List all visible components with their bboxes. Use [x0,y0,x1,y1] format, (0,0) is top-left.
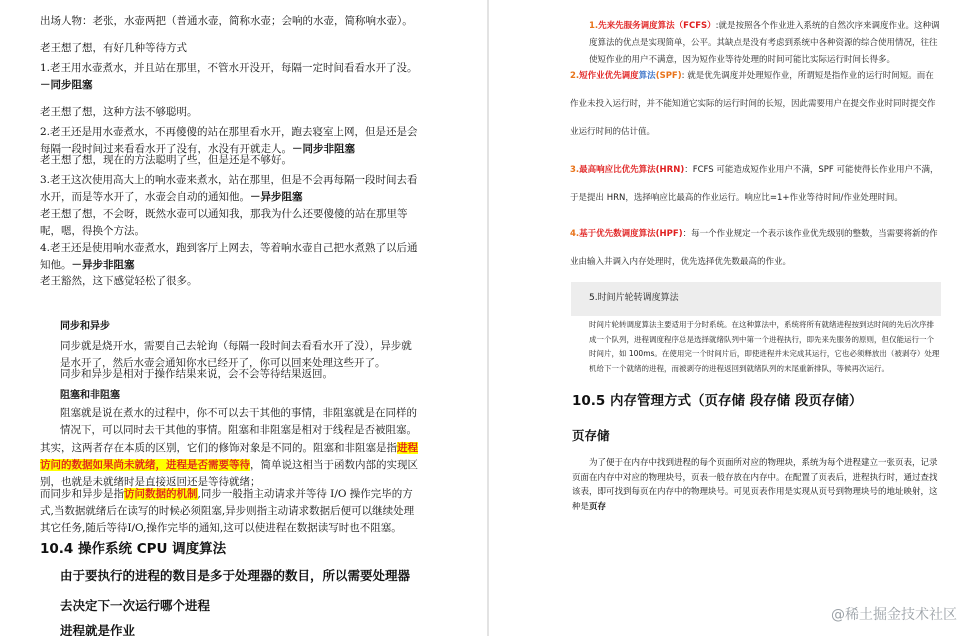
conclusion-line: 老王豁然，这下感觉轻松了很多。 [40,275,198,287]
method-1: 1.老王用水壶煮水，并且站在那里，不管水开没开，每隔一定时间看看水开了没。－同步阻塞 [40,62,418,91]
algo-spf: 2.短作业优先调度算法(SPF): 就是优先调度并处理短作业，所谓短是指作业的运行时间短。而在作业未投入运行时，并不能知道它实际的运行时间的长短，因此需要用户在提交作业时同时提交作业运行时间的估计值。 [570,71,936,137]
algo-rr-text: 时间片轮转调度算法主要适用于分时系统。在这种算法中，系统将所有就绪进程按到达时间的先后次序排成一个队列，进程调度程序总是选择就绪队列中第一个进程执行，即先来先服务的原则，但仅能运行一个时间片，如 100ms。在使用完一个时间片后，即使进程并未完成其运行，它也必须释放出（被剥夺）处理机给下一个就绪的进程，而被剥夺的进程返回到就绪队列的末尾重新排队，等候再次运行。 [589,320,940,373]
difference-paragraph: 其实，这两者存在本质的区别，它们的修饰对象是不同的。阻塞和非阻塞是指进程访问的数据如果尚未就绪，进程是否需要等待，简单说这相当于函数内部的实现区别，也就是未就绪时是直接返回还是等待就绪； [40,442,418,488]
site-watermark: @稀土掘金技术社区 [831,607,957,623]
comment-3: 老王想了想，不会呀，既然水壶可以通知我，那我为什么还要傻傻的站在那里等呢，嗯，得换个方法。 [40,208,408,237]
method-4: 4.老王还是使用响水壶煮水，跑到客厅上网去，等着响水壶自己把水煮熟了以后通知他。－异步非阻塞 [40,242,418,271]
right-page [492,0,971,636]
block-paragraph: 阻塞就是说在煮水的过程中，你不可以去干其他的事情，非阻塞就是在同样的情况下，可以同时去干其他的事情。阻塞和非阻塞是相对于线程是否被阻塞。 [60,407,417,436]
page-storage-paragraph: 为了便于在内存中找到进程的每个页面所对应的物理块，系统为每个进程建立一张页表，记录页面在内存中对应的物理块号，页表一般存放在内存中。在配置了页表后，进程执行时，通过查找该表，即可找到每页在内存中的物理块号。可见页表作用是实现从页号到物理块号的地址映射，这种是页存 [572,458,938,512]
intro-line: 老王想了想，有好几种等待方式 [40,42,187,54]
block-title: 阻塞和非阻塞 [60,390,120,401]
sync-async-paragraph: 而同步和异步是指访问数据的机制,同步一般指主动请求并等待 I/O 操作完毕的方式,当数据就绪后在读写的时候必须阻塞,异步则指主动请求数据后便可以继续处理其它任务,随后等待I/O,操作完毕的通知,这可以使进程在数据读写时也不阻塞。 [40,488,415,534]
algo-hrn: 3.最高响应比优先算法(HRN)：FCFS 可能造成短作业用户不满，SPF 可能使得长作业用户不满，于是提出 HRN，选择响应比最高的作业运行。响应比=1+作业等待时间/作业处理时间。 [570,165,939,203]
cpu-note: 进程就是作业 [60,623,136,636]
comment-1: 老王想了想，这种方法不够聪明。 [40,106,198,118]
sync-paragraph-1: 同步就是烧开水，需要自己去轮询（每隔一段时间去看看水开了没），异步就是水开了，然后水壶会通知你水已经开了，你可以回来处理这些开了。 [60,340,412,369]
method-3: 3.老王这次使用高大上的响水壶来煮水，站在那里，但是不会再每隔一段时间去看水开，而是等水开了，水壶会自动的通知他。－异步阻塞 [40,174,418,203]
section-heading-memory: 10.5 内存管理方式（页存储 段存储 段页存储） [572,393,863,409]
comment-2: 老王想了想，现在的方法聪明了些，但是还是不够好。 [40,154,292,166]
algo-rr-title: 5.时间片轮转调度算法 [589,293,679,303]
left-page [0,0,484,636]
sync-title: 同步和异步 [60,321,110,332]
cpu-intro-paragraph: 由于要执行的进程的数目是多于处理器的数目，所以需要处理器去决定下一次运行哪个进程 [60,568,411,613]
method-2: 2.老王还是用水壶煮水，不再傻傻的站在那里看水开，跑去寝室上网，但是还是会每隔一段时间过来看看水开了没有，水没有开就走人。－同步非阻塞 [40,126,418,155]
algo-hpf: 4.基于优先数调度算法(HPF)：每一个作业规定一个表示该作业优先级别的整数，当需要将新的作业由输入井调入内存处理时，优先选择优先数最高的作业。 [570,229,938,267]
sync-paragraph-2: 同步和异步是相对于操作结果来说，会不会等待结果返回。 [60,368,333,380]
section-heading-cpu: 10.4 操作系统 CPU 调度算法 [40,541,227,557]
algo-fcfs: 1.先来先服务调度算法（FCFS）:就是按照各个作业进入系统的自然次序来调度作业。这种调度算法的优点是实现简单，公平。其缺点是没有考虑到系统中各种资源的综合使用情况，往往使短作业的用户不满意，因为短作业等待处理的时间可能比实际运行时间长得多。 [589,21,940,65]
cast-line: 出场人物：老张，水壶两把（普通水壶，简称水壶；会响的水壶，简称响水壶）。 [40,15,413,27]
page-divider [487,0,489,636]
page-storage-heading: 页存储 [572,428,610,443]
